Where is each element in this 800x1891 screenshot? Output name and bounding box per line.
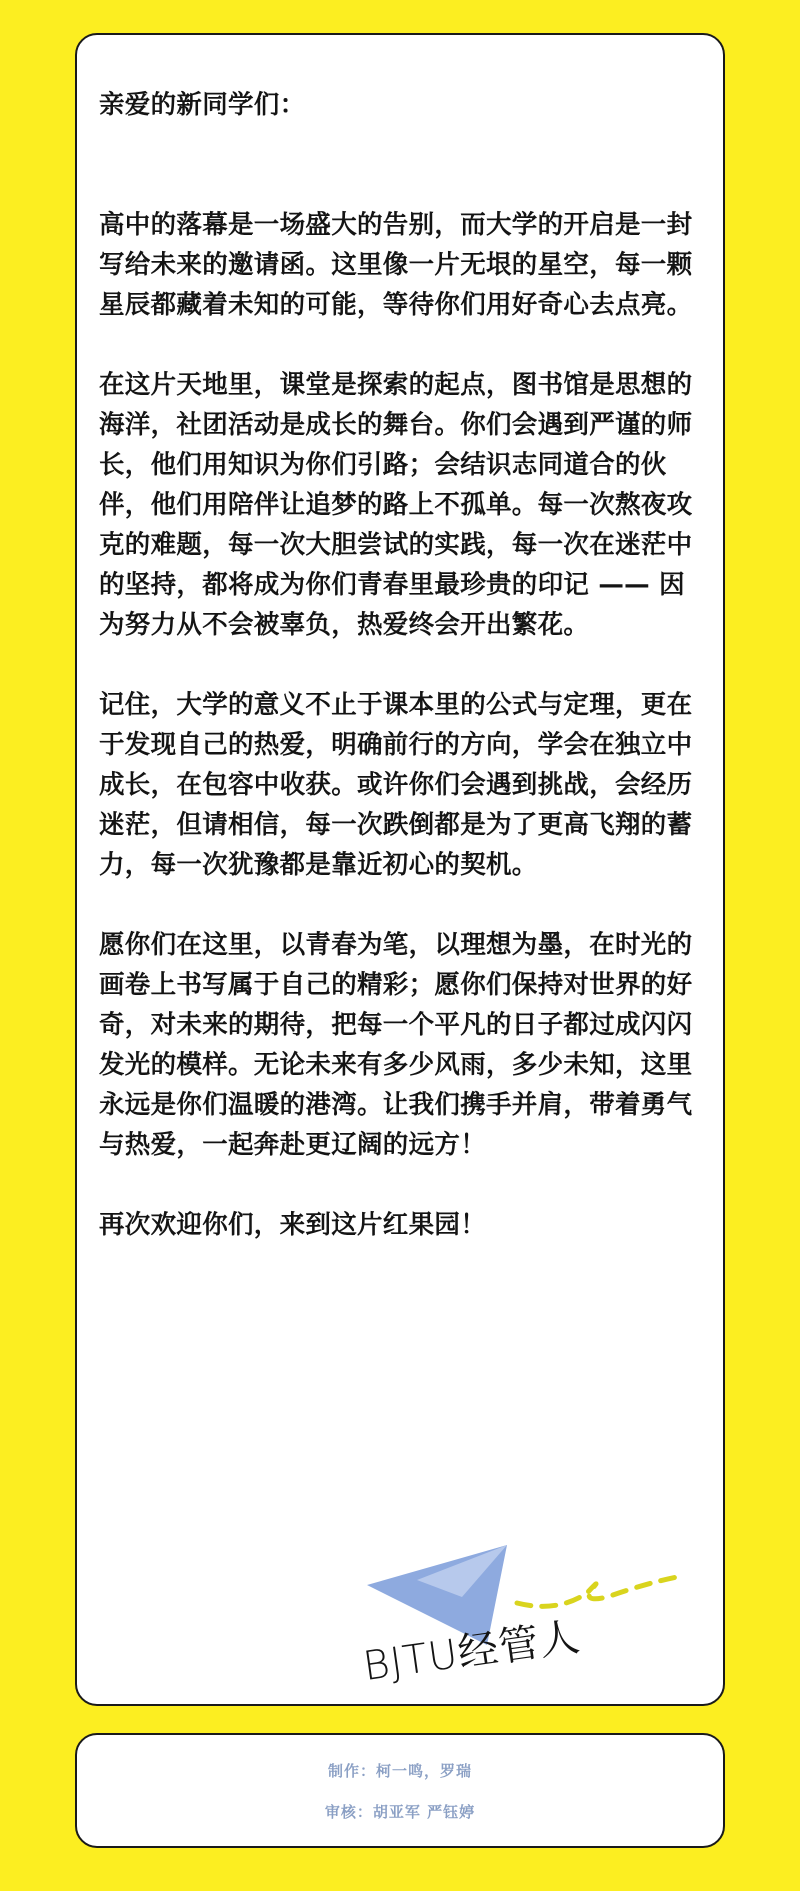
- credits-card: [75, 1733, 725, 1848]
- letter-closing-line: 再次欢迎你们，来到这片红果园！: [99, 1210, 487, 1240]
- letter-body: [99, 85, 699, 1245]
- credit-producer: 制作：柯一鸣，罗瑞: [327, 1762, 472, 1780]
- letter-paragraph-4: 愿你们在这里，以青春为笔，以理想为墨，在时光的画卷上书写属于自己的精彩；愿你们保持对世界的好奇，对未来的期待，把每一个平凡的日子都过成闪闪发光的模样。无论未来有多少风雨，多少未知，这里永远是你们温暖的港湾。让我们携手并肩，带着勇气与热爱，一起奔赴更辽阔的远方！: [99, 930, 693, 1160]
- letter-paragraph-1: 高中的落幕是一场盛大的告别，而大学的开启是一封写给未来的邀请函。这里像一片无垠的星空，每一颗星辰都藏着未知的可能，等待你们用好奇心去点亮。: [99, 210, 693, 320]
- letter-greeting: 亲爱的新同学们：: [99, 90, 306, 120]
- dashed-flight-path-icon: [517, 1577, 677, 1606]
- letter-card: [75, 33, 725, 1706]
- credit-reviewer: 审核：胡亚军 严钰婷: [324, 1803, 476, 1821]
- letter-paragraph-3: 记住，大学的意义不止于课本里的公式与定理，更在于发现自己的热爱，明确前行的方向，学会在独立中成长，在包容中收获。或许你们会遇到挑战，会经历迷茫，但请相信，每一次跌倒都是为了更高飞翔的蓄力，每一次犹豫都是靠近初心的契机。: [99, 690, 693, 880]
- letter-paragraph-2: 在这片天地里，课堂是探索的起点，图书馆是思想的海洋，社团活动是成长的舞台。你们会遇到严谨的师长，他们用知识为你们引路；会结识志同道合的伙伴，他们用陪伴让追梦的路上不孤单。每一次熬夜攻克的难题，每一次大胆尝试的实践，每一次在迷茫中的坚持，都将成为你们青春里最珍贵的印记 —— 因为努力从不会被辜负，热爱终会开出繁花。: [99, 370, 693, 640]
- signature: BJTU经管人: [360, 1614, 584, 1691]
